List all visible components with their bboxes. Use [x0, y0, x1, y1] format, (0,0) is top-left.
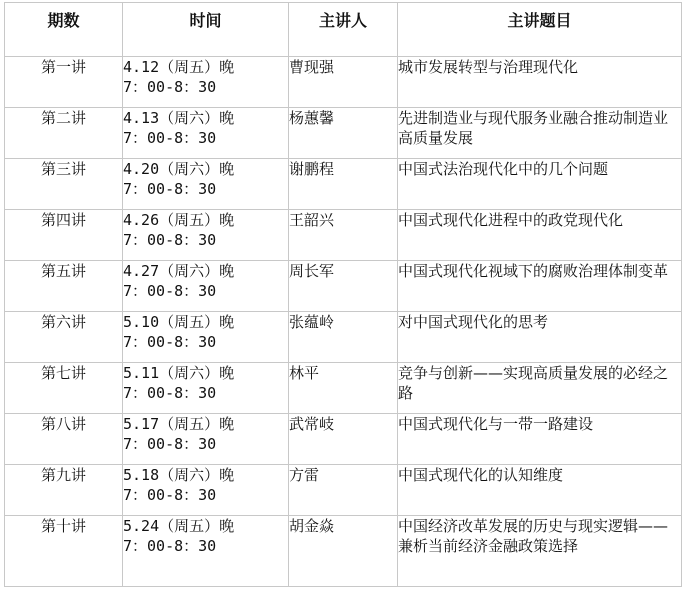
table-row — [5, 465, 682, 516]
speaker-cell: 周长军 — [289, 261, 398, 312]
topic-cell: 中国式现代化的认知维度 — [398, 465, 682, 516]
lecture-hours: 7：00-8：30 — [123, 282, 217, 300]
topic-cell: 中国经济改革发展的历史与现实逻辑——兼析当前经济金融政策选择 — [398, 516, 682, 587]
speaker-cell: 杨蕙馨 — [289, 108, 398, 159]
lecture-hours: 7：00-8：30 — [123, 486, 217, 504]
period-cell: 第十讲 — [5, 516, 123, 587]
speaker-cell: 张蕴岭 — [289, 312, 398, 363]
lecture-date: 4.26（周五）晚 — [123, 211, 235, 229]
lecture-schedule-table — [4, 2, 682, 587]
time-cell — [123, 516, 289, 587]
time-cell — [123, 363, 289, 414]
header-topic: 主讲题目 — [398, 3, 682, 57]
lecture-date: 4.27（周六）晚 — [123, 262, 235, 280]
lecture-hours: 7：00-8：30 — [123, 78, 217, 96]
period-cell: 第五讲 — [5, 261, 123, 312]
time-cell — [123, 414, 289, 465]
lecture-date: 5.17（周五）晚 — [123, 415, 235, 433]
period-cell: 第六讲 — [5, 312, 123, 363]
topic-cell: 中国式法治现代化中的几个问题 — [398, 159, 682, 210]
lecture-date: 4.13（周六）晚 — [123, 109, 235, 127]
topic-cell: 中国式现代化与一带一路建设 — [398, 414, 682, 465]
table-row — [5, 261, 682, 312]
header-period: 期数 — [5, 3, 123, 57]
time-cell — [123, 159, 289, 210]
speaker-cell: 王韶兴 — [289, 210, 398, 261]
time-cell — [123, 210, 289, 261]
speaker-cell: 曹现强 — [289, 57, 398, 108]
lecture-hours: 7：00-8：30 — [123, 333, 217, 351]
lecture-date: 5.10（周五）晚 — [123, 313, 235, 331]
table-row — [5, 108, 682, 159]
table-row — [5, 516, 682, 587]
topic-cell: 先进制造业与现代服务业融合推动制造业高质量发展 — [398, 108, 682, 159]
table-row — [5, 159, 682, 210]
lecture-hours: 7：00-8：30 — [123, 537, 217, 555]
header-time: 时间 — [123, 3, 289, 57]
time-cell — [123, 465, 289, 516]
lecture-hours: 7：00-8：30 — [123, 180, 217, 198]
period-cell: 第七讲 — [5, 363, 123, 414]
topic-cell: 竞争与创新——实现高质量发展的必经之路 — [398, 363, 682, 414]
time-cell — [123, 261, 289, 312]
lecture-date: 4.20（周六）晚 — [123, 160, 235, 178]
speaker-cell: 谢鹏程 — [289, 159, 398, 210]
lecture-date: 4.12（周五）晚 — [123, 58, 235, 76]
period-cell: 第九讲 — [5, 465, 123, 516]
table-row — [5, 312, 682, 363]
time-cell — [123, 108, 289, 159]
table-row — [5, 210, 682, 261]
time-cell — [123, 57, 289, 108]
topic-cell: 中国式现代化视域下的腐败治理体制变革 — [398, 261, 682, 312]
period-cell: 第二讲 — [5, 108, 123, 159]
lecture-hours: 7：00-8：30 — [123, 231, 217, 249]
table-row — [5, 363, 682, 414]
topic-cell: 城市发展转型与治理现代化 — [398, 57, 682, 108]
topic-cell: 对中国式现代化的思考 — [398, 312, 682, 363]
time-cell — [123, 312, 289, 363]
period-cell: 第四讲 — [5, 210, 123, 261]
lecture-hours: 7：00-8：30 — [123, 435, 217, 453]
speaker-cell: 胡金焱 — [289, 516, 398, 587]
speaker-cell: 方雷 — [289, 465, 398, 516]
table-header-row — [5, 3, 682, 57]
lecture-hours: 7：00-8：30 — [123, 384, 217, 402]
period-cell: 第一讲 — [5, 57, 123, 108]
lecture-date: 5.24（周五）晚 — [123, 517, 235, 535]
speaker-cell: 林平 — [289, 363, 398, 414]
speaker-cell: 武常岐 — [289, 414, 398, 465]
lecture-date: 5.11（周六）晚 — [123, 364, 235, 382]
period-cell: 第三讲 — [5, 159, 123, 210]
table-row — [5, 57, 682, 108]
lecture-hours: 7：00-8：30 — [123, 129, 217, 147]
table-row — [5, 414, 682, 465]
topic-cell: 中国式现代化进程中的政党现代化 — [398, 210, 682, 261]
header-speaker: 主讲人 — [289, 3, 398, 57]
lecture-date: 5.18（周六）晚 — [123, 466, 235, 484]
period-cell: 第八讲 — [5, 414, 123, 465]
